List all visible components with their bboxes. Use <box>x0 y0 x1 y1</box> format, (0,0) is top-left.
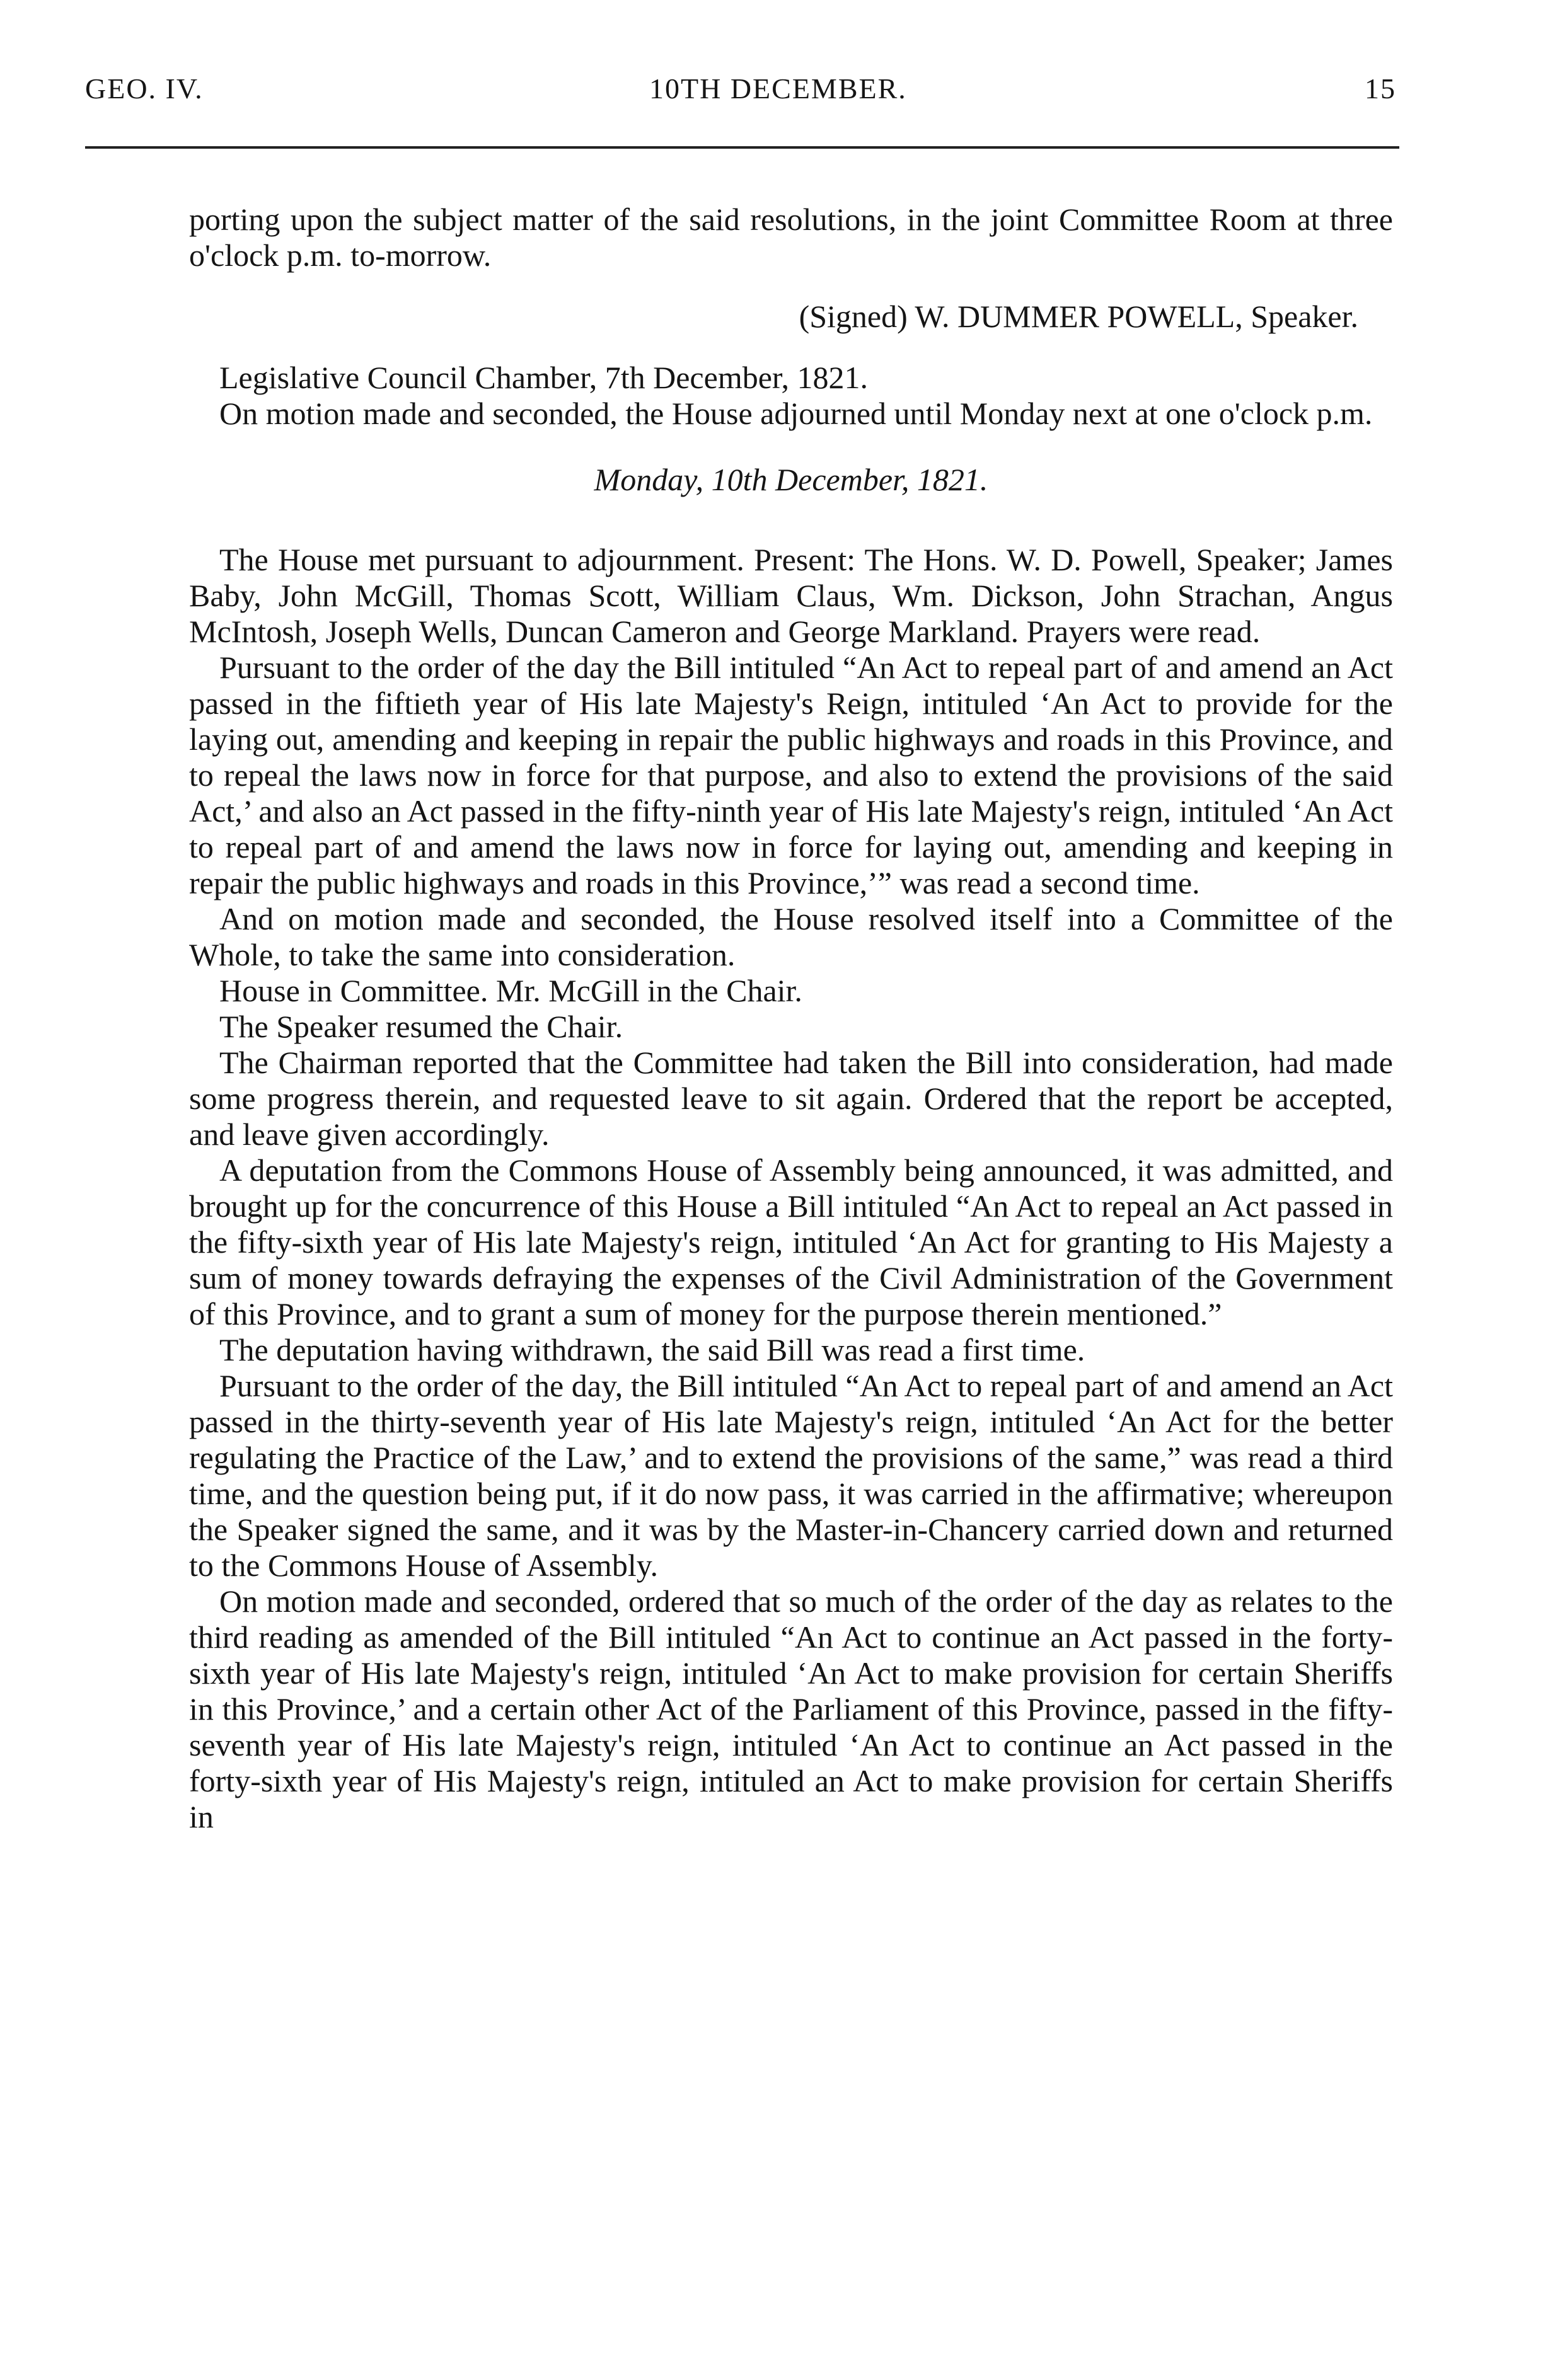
paragraph-highways-bill: Pursuant to the order of the day the Bill intituled “An Act to repeal part of and amend an Act passed in the fiftieth year of His late Majesty's Reign, intituled ‘An Act to provide for the laying out, amending and keeping in repair the public highways and roads in this Province, and to repeal the laws now in force for that purpose, and also to extend the provisions of the said Act,’ and also an Act passed in the fifty-ninth year of His late Majesty's reign, intituled ‘An Act to repeal part of and amend the laws now in force for laying out, amending and keeping in repair the public highways and roads in this Province,’” was read a second time. <box>189 650 1393 900</box>
journal-text <box>189 202 1393 1835</box>
paragraph-first-reading: The deputation having withdrawn, the said Bill was read a first time. <box>219 1332 1085 1367</box>
page-number: 15 <box>1365 72 1396 105</box>
header-date: 10TH DECEMBER. <box>649 72 907 105</box>
paragraph-chamber-date: Legislative Council Chamber, 7th December, 1821. <box>219 360 869 395</box>
paragraph-attendance: The House met pursuant to adjournment. Present: The Hons. W. D. Powell, Speaker; James Baby, John McGill, Thomas Scott, William Claus, Wm. Dickson, John Strachan, Angus McIntosh, Joseph Wells, Duncan Cameron and George Markland. Prayers were read. <box>189 542 1393 649</box>
header-rule <box>85 146 1399 149</box>
running-header <box>85 71 1396 115</box>
paragraph-deputation: A deputation from the Commons House of Assembly being announced, it was admitted, and brought up for the concurrence of this House a Bill intituled “An Act to repeal an Act passed in the fifty-sixth year of His late Majesty's reign, intituled ‘An Act for granting to His Majesty a sum of money towards defraying the expenses of the Civil Administration of the Government of this Province, and to grant a sum of money for the purpose therein mentioned.” <box>189 1153 1393 1331</box>
paragraph-house-in-committee: House in Committee. Mr. McGill in the Chair. <box>219 973 802 1008</box>
paragraph-third-reading: Pursuant to the order of the day, the Bill intituled “An Act to repeal part of and amend an Act passed in the thirty-seventh year of His late Majesty's reign, intituled ‘An Act for the better regulating the Practice of the Law,’ and to extend the provisions of the same,” was read a third time, and the question being put, if it do now pass, it was carried in the affirmative; whereupon the Speaker signed the same, and it was by the Master-in-Chancery carried down and returned to the Commons House of Assembly. <box>189 1368 1393 1583</box>
paragraph-committee-motion: And on motion made and seconded, the House resolved itself into a Committee of the Whole, to take the same into consideration. <box>189 901 1393 972</box>
paragraph-adjournment: On motion made and seconded, the House adjourned until Monday next at one o'clock p.m. <box>219 396 1373 431</box>
paragraph-speaker-resumed: The Speaker resumed the Chair. <box>219 1009 623 1044</box>
paragraph-sheriffs-bill: On motion made and seconded, ordered that so much of the order of the day as relates to the third reading as amended of the Bill intituled “An Act to continue an Act passed in the forty-sixth year of His late Majesty's reign, intituled ‘An Act to make provision for certain Sheriffs in this Province,’ and a certain other Act of the Parliament of this Province, passed in the fifty-seventh year of His late Majesty's reign, intituled ‘An Act to continue an Act passed in the forty-sixth year of His Majesty's reign, intituled an Act to make provision for certain Sheriffs in <box>189 1584 1393 1834</box>
paragraph-continuation: porting upon the subject matter of the said resolutions, in the joint Committee Room at three o'clock p.m. to-morrow. <box>189 202 1393 273</box>
paragraph-chairman-report: The Chairman reported that the Committee had taken the Bill into consideration, had made some progress therein, and requested leave to sit again. Ordered that the report be accepted, and leave given accordingly. <box>189 1045 1393 1152</box>
session-date-heading: Monday, 10th December, 1821. <box>594 462 988 497</box>
signature-line: (Signed) W. DUMMER POWELL, Speaker. <box>799 299 1358 334</box>
header-reign: GEO. IV. <box>85 72 204 105</box>
